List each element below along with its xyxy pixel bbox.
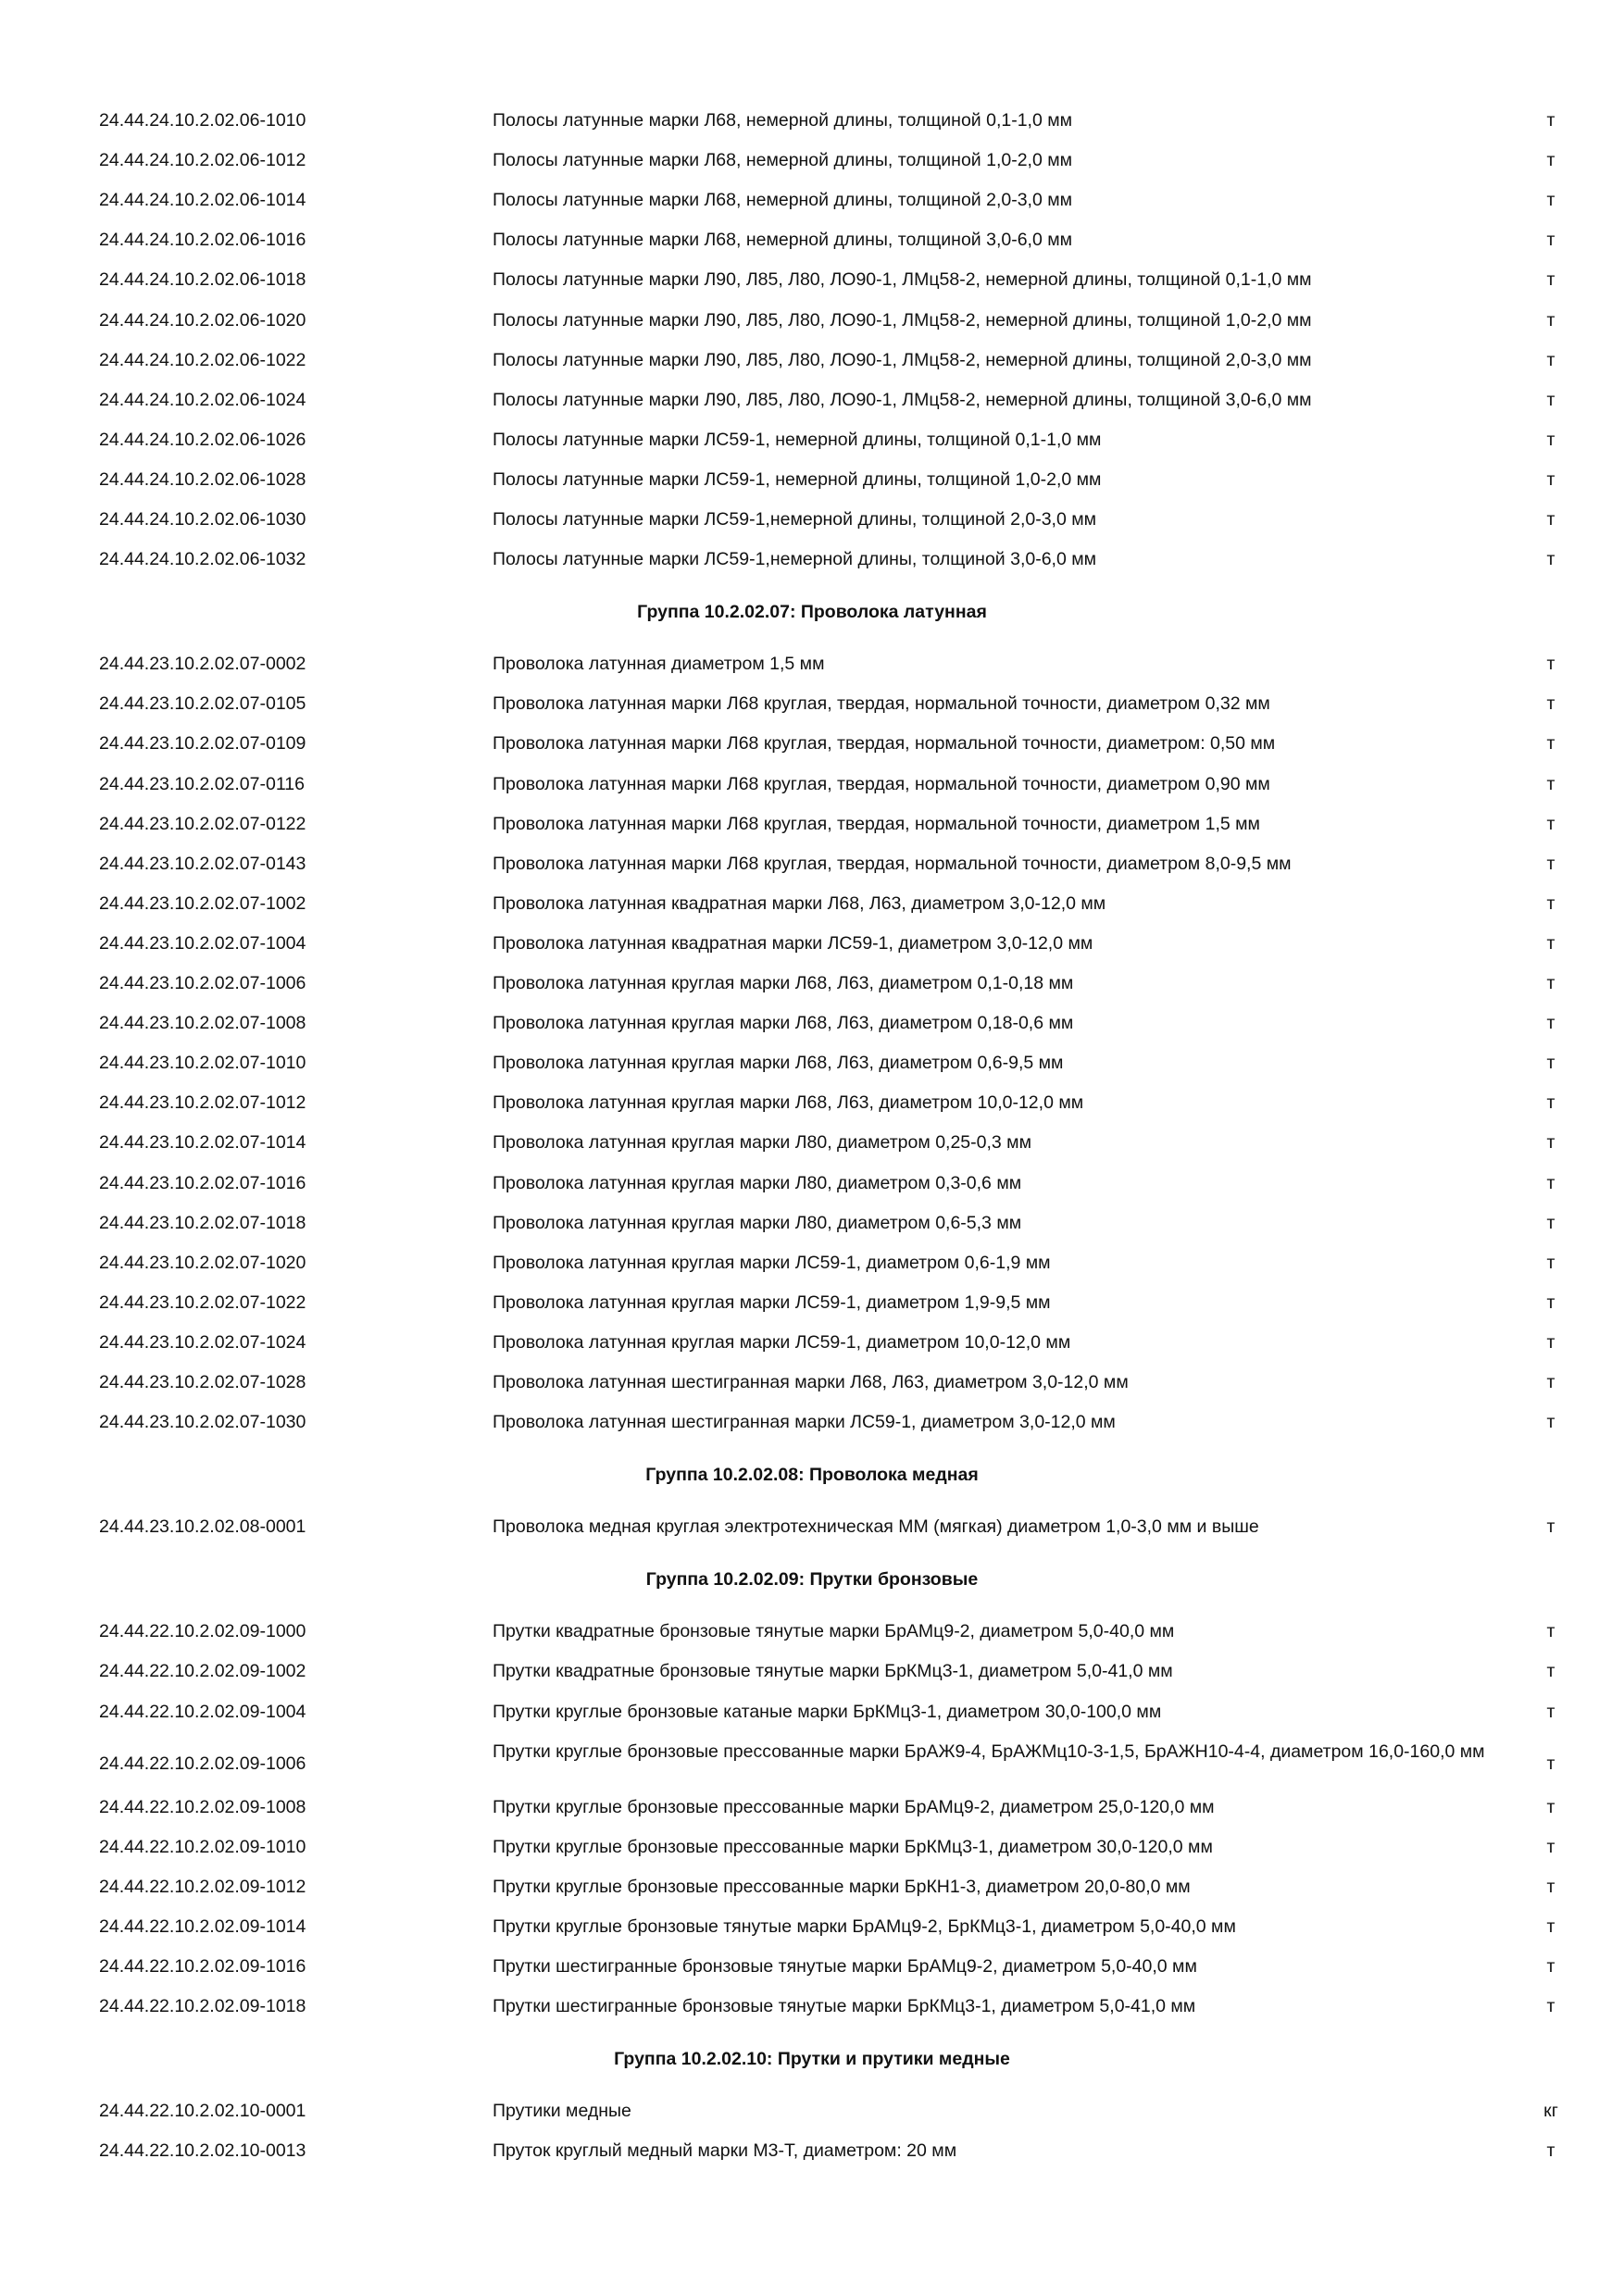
measurement-unit: т xyxy=(1546,654,1555,675)
resource-description: Проволока латунная квадратная марки Л68, Л63, диаметром 3,0-12,0 мм xyxy=(493,892,1106,914)
measurement-unit: кг xyxy=(1543,2101,1558,2122)
resource-code: 24.44.23.10.2.02.07-1004 xyxy=(99,932,306,954)
resource-description: Прутики медные xyxy=(493,2101,631,2122)
resource-code: 24.44.23.10.2.02.07-1016 xyxy=(99,1172,306,1193)
resource-code: 24.44.23.10.2.02.07-0143 xyxy=(99,853,306,874)
measurement-unit: т xyxy=(1546,190,1555,211)
measurement-unit: т xyxy=(1546,693,1555,715)
resource-description: Прутки круглые бронзовые прессованные марки БрАЖ9-4, БрАЖМц10-3-1,5, БрАЖН10-4-4, диаметром 16,0-160,0 мм xyxy=(493,1741,1485,1762)
resource-description: Прутки круглые бронзовые тянутые марки БрАМц9-2, БрКМц3-1, диаметром 5,0-40,0 мм xyxy=(493,1916,1236,1937)
resource-description: Прутки круглые бронзовые катаные марки БрКМц3-1, диаметром 30,0-100,0 мм xyxy=(493,1701,1162,1722)
resource-code: 24.44.22.10.2.02.09-1008 xyxy=(99,1796,306,1817)
resource-code: 24.44.24.10.2.02.06-1028 xyxy=(99,468,306,490)
resource-description: Полосы латунные марки ЛС59-1,немерной длины, толщиной 2,0-3,0 мм xyxy=(493,509,1097,530)
resource-code: 24.44.24.10.2.02.06-1026 xyxy=(99,429,306,450)
group-heading: Группа 10.2.02.07: Проволока латунная xyxy=(637,602,987,623)
measurement-unit: т xyxy=(1546,1013,1555,1034)
measurement-unit: т xyxy=(1546,509,1555,530)
resource-code: 24.44.23.10.2.02.07-0105 xyxy=(99,693,306,715)
resource-code: 24.44.23.10.2.02.08-0001 xyxy=(99,1516,306,1538)
measurement-unit: т xyxy=(1546,1621,1555,1642)
measurement-unit: т xyxy=(1546,1132,1555,1154)
measurement-unit: т xyxy=(1546,773,1555,794)
resource-code: 24.44.24.10.2.02.06-1024 xyxy=(99,389,306,410)
resource-code: 24.44.23.10.2.02.07-1002 xyxy=(99,892,306,914)
resource-code: 24.44.24.10.2.02.06-1016 xyxy=(99,230,306,251)
measurement-unit: т xyxy=(1546,853,1555,874)
measurement-unit: т xyxy=(1546,1331,1555,1353)
resource-description: Пруток круглый медный марки М3-Т, диаметром: 20 мм xyxy=(493,2140,957,2162)
resource-code: 24.44.23.10.2.02.07-0116 xyxy=(99,773,305,794)
measurement-unit: т xyxy=(1546,309,1555,331)
resource-description: Проволока латунная марки Л68 круглая, твердая, нормальной точности, диаметром: 0,50 мм xyxy=(493,733,1276,755)
measurement-unit: т xyxy=(1546,1956,1555,1978)
resource-code: 24.44.23.10.2.02.07-0122 xyxy=(99,813,306,834)
resource-description: Проволока латунная круглая марки Л80, диаметром 0,6-5,3 мм xyxy=(493,1212,1022,1233)
measurement-unit: т xyxy=(1546,150,1555,171)
resource-code: 24.44.24.10.2.02.06-1020 xyxy=(99,309,306,331)
resource-description: Полосы латунные марки ЛС59-1, немерной длины, толщиной 1,0-2,0 мм xyxy=(493,468,1102,490)
resource-description: Проволока латунная круглая марки ЛС59-1, диаметром 1,9-9,5 мм xyxy=(493,1292,1051,1313)
resource-description: Полосы латунные марки Л68, немерной длины, толщиной 2,0-3,0 мм xyxy=(493,190,1073,211)
resource-code: 24.44.22.10.2.02.09-1002 xyxy=(99,1661,306,1682)
resource-code: 24.44.23.10.2.02.07-0002 xyxy=(99,654,306,675)
resource-code: 24.44.22.10.2.02.09-1012 xyxy=(99,1876,306,1897)
resource-description: Прутки круглые бронзовые прессованные марки БрАМц9-2, диаметром 25,0-120,0 мм xyxy=(493,1796,1215,1817)
group-heading: Группа 10.2.02.08: Проволока медная xyxy=(645,1465,979,1486)
resource-description: Полосы латунные марки Л68, немерной длины, толщиной 0,1-1,0 мм xyxy=(493,110,1073,131)
measurement-unit: т xyxy=(1546,932,1555,954)
resource-code: 24.44.23.10.2.02.07-1006 xyxy=(99,973,306,993)
resource-code: 24.44.23.10.2.02.07-1028 xyxy=(99,1372,306,1392)
resource-code: 24.44.22.10.2.02.09-1006 xyxy=(99,1753,306,1774)
resource-code: 24.44.22.10.2.02.09-1016 xyxy=(99,1956,306,1978)
measurement-unit: т xyxy=(1546,892,1555,914)
measurement-unit: т xyxy=(1546,1292,1555,1313)
measurement-unit: т xyxy=(1546,1212,1555,1233)
resource-code: 24.44.24.10.2.02.06-1032 xyxy=(99,549,306,570)
measurement-unit: т xyxy=(1546,230,1555,251)
measurement-unit: т xyxy=(1546,349,1555,370)
measurement-unit: т xyxy=(1546,1916,1555,1937)
resource-description: Полосы латунные марки Л90, Л85, Л80, ЛО90-1, ЛМц58-2, немерной длины, толщиной 3,0-6,0 мм xyxy=(493,389,1312,410)
measurement-unit: т xyxy=(1546,973,1555,993)
resource-description: Проволока латунная круглая марки Л68, Л63, диаметром 0,18-0,6 мм xyxy=(493,1013,1074,1034)
resource-description: Проволока латунная круглая марки ЛС59-1, диаметром 0,6-1,9 мм xyxy=(493,1252,1051,1273)
resource-description: Проволока латунная круглая марки Л68, Л63, диаметром 0,6-9,5 мм xyxy=(493,1053,1064,1074)
measurement-unit: т xyxy=(1546,1701,1555,1722)
resource-description: Проволока латунная марки Л68 круглая, твердая, нормальной точности, диаметром 8,0-9,5 мм xyxy=(493,853,1292,874)
resource-description: Полосы латунные марки ЛС59-1, немерной длины, толщиной 0,1-1,0 мм xyxy=(493,429,1102,450)
resource-description: Прутки шестигранные бронзовые тянутые марки БрАМц9-2, диаметром 5,0-40,0 мм xyxy=(493,1956,1197,1978)
resource-description: Проволока латунная круглая марки Л80, диаметром 0,25-0,3 мм xyxy=(493,1132,1031,1154)
resource-description: Полосы латунные марки ЛС59-1,немерной длины, толщиной 3,0-6,0 мм xyxy=(493,549,1097,570)
measurement-unit: т xyxy=(1546,1412,1555,1433)
resource-description: Полосы латунные марки Л90, Л85, Л80, ЛО90-1, ЛМц58-2, немерной длины, толщиной 0,1-1,0 мм xyxy=(493,269,1312,291)
measurement-unit: т xyxy=(1546,269,1555,291)
resource-description: Проволока латунная шестигранная марки Л68, Л63, диаметром 3,0-12,0 мм xyxy=(493,1372,1129,1392)
resource-description: Проволока латунная марки Л68 круглая, твердая, нормальной точности, диаметром 0,32 мм xyxy=(493,693,1270,715)
resource-code: 24.44.24.10.2.02.06-1014 xyxy=(99,190,306,211)
resource-description: Прутки квадратные бронзовые тянутые марки БрКМц3-1, диаметром 5,0-41,0 мм xyxy=(493,1661,1173,1682)
resource-description: Проволока латунная марки Л68 круглая, твердая, нормальной точности, диаметром 1,5 мм xyxy=(493,813,1260,834)
resource-description: Проволока латунная круглая марки ЛС59-1, диаметром 10,0-12,0 мм xyxy=(493,1331,1071,1353)
resource-description: Проволока медная круглая электротехническая ММ (мягкая) диаметром 1,0-3,0 мм и выше xyxy=(493,1516,1259,1538)
resource-code: 24.44.23.10.2.02.07-1008 xyxy=(99,1013,306,1034)
resource-code: 24.44.22.10.2.02.09-1014 xyxy=(99,1916,306,1937)
measurement-unit: т xyxy=(1546,813,1555,834)
resource-description: Полосы латунные марки Л68, немерной длины, толщиной 1,0-2,0 мм xyxy=(493,150,1073,171)
resource-description: Проволока латунная шестигранная марки ЛС59-1, диаметром 3,0-12,0 мм xyxy=(493,1412,1116,1433)
resource-code: 24.44.22.10.2.02.09-1010 xyxy=(99,1836,306,1857)
resource-code: 24.44.23.10.2.02.07-1022 xyxy=(99,1292,306,1313)
measurement-unit: т xyxy=(1546,1996,1555,2017)
measurement-unit: т xyxy=(1546,1753,1555,1774)
measurement-unit: т xyxy=(1546,2140,1555,2162)
resource-description: Прутки квадратные бронзовые тянутые марки БрАМц9-2, диаметром 5,0-40,0 мм xyxy=(493,1621,1175,1642)
resource-code: 24.44.24.10.2.02.06-1022 xyxy=(99,349,306,370)
resource-code: 24.44.23.10.2.02.07-1012 xyxy=(99,1092,306,1114)
resource-code: 24.44.23.10.2.02.07-1014 xyxy=(99,1132,306,1154)
resource-code: 24.44.23.10.2.02.07-1024 xyxy=(99,1331,306,1353)
resource-code: 24.44.23.10.2.02.07-1030 xyxy=(99,1412,306,1433)
group-heading: Группа 10.2.02.10: Прутки и прутики медные xyxy=(614,2049,1010,2070)
resource-description: Полосы латунные марки Л68, немерной длины, толщиной 3,0-6,0 мм xyxy=(493,230,1073,251)
resource-description: Проволока латунная марки Л68 круглая, твердая, нормальной точности, диаметром 0,90 мм xyxy=(493,773,1270,794)
measurement-unit: т xyxy=(1546,1053,1555,1074)
measurement-unit: т xyxy=(1546,1796,1555,1817)
measurement-unit: т xyxy=(1546,429,1555,450)
measurement-unit: т xyxy=(1546,733,1555,755)
resource-code: 24.44.23.10.2.02.07-1020 xyxy=(99,1252,306,1273)
measurement-unit: т xyxy=(1546,389,1555,410)
measurement-unit: т xyxy=(1546,1092,1555,1114)
resource-code: 24.44.22.10.2.02.10-0013 xyxy=(99,2140,306,2162)
measurement-unit: т xyxy=(1546,1252,1555,1273)
measurement-unit: т xyxy=(1546,549,1555,570)
resource-description: Полосы латунные марки Л90, Л85, Л80, ЛО90-1, ЛМц58-2, немерной длины, толщиной 1,0-2,0 мм xyxy=(493,309,1312,331)
measurement-unit: т xyxy=(1546,1876,1555,1897)
group-heading: Группа 10.2.02.09: Прутки бронзовые xyxy=(645,1569,979,1591)
measurement-unit: т xyxy=(1546,110,1555,131)
resource-code: 24.44.22.10.2.02.09-1018 xyxy=(99,1996,306,2017)
measurement-unit: т xyxy=(1546,468,1555,490)
resource-code: 24.44.22.10.2.02.10-0001 xyxy=(99,2101,306,2122)
resource-description: Проволока латунная круглая марки Л68, Л63, диаметром 0,1-0,18 мм xyxy=(493,973,1074,993)
measurement-unit: т xyxy=(1546,1172,1555,1193)
measurement-unit: т xyxy=(1546,1516,1555,1538)
resource-description: Проволока латунная квадратная марки ЛС59-1, диаметром 3,0-12,0 мм xyxy=(493,932,1093,954)
measurement-unit: т xyxy=(1546,1836,1555,1857)
resource-description: Прутки круглые бронзовые прессованные марки БрКМц3-1, диаметром 30,0-120,0 мм xyxy=(493,1836,1213,1857)
resource-code: 24.44.23.10.2.02.07-1018 xyxy=(99,1212,306,1233)
resource-description: Полосы латунные марки Л90, Л85, Л80, ЛО90-1, ЛМц58-2, немерной длины, толщиной 2,0-3,0 мм xyxy=(493,349,1312,370)
resource-code: 24.44.24.10.2.02.06-1010 xyxy=(99,110,306,131)
resource-code: 24.44.23.10.2.02.07-1010 xyxy=(99,1053,306,1074)
resource-code: 24.44.24.10.2.02.06-1030 xyxy=(99,509,306,530)
resource-code: 24.44.24.10.2.02.06-1012 xyxy=(99,150,306,171)
resource-code: 24.44.23.10.2.02.07-0109 xyxy=(99,733,306,755)
resource-code: 24.44.22.10.2.02.09-1000 xyxy=(99,1621,306,1642)
measurement-unit: т xyxy=(1546,1372,1555,1392)
resource-description: Проволока латунная круглая марки Л68, Л63, диаметром 10,0-12,0 мм xyxy=(493,1092,1084,1114)
resource-description: Проволока латунная круглая марки Л80, диаметром 0,3-0,6 мм xyxy=(493,1172,1022,1193)
resource-code: 24.44.24.10.2.02.06-1018 xyxy=(99,269,306,291)
resource-description: Проволока латунная диаметром 1,5 мм xyxy=(493,654,825,675)
resource-description: Прутки круглые бронзовые прессованные марки БрКН1-3, диаметром 20,0-80,0 мм xyxy=(493,1876,1191,1897)
measurement-unit: т xyxy=(1546,1661,1555,1682)
resource-description: Прутки шестигранные бронзовые тянутые марки БрКМц3-1, диаметром 5,0-41,0 мм xyxy=(493,1996,1196,2017)
resource-code: 24.44.22.10.2.02.09-1004 xyxy=(99,1701,306,1722)
